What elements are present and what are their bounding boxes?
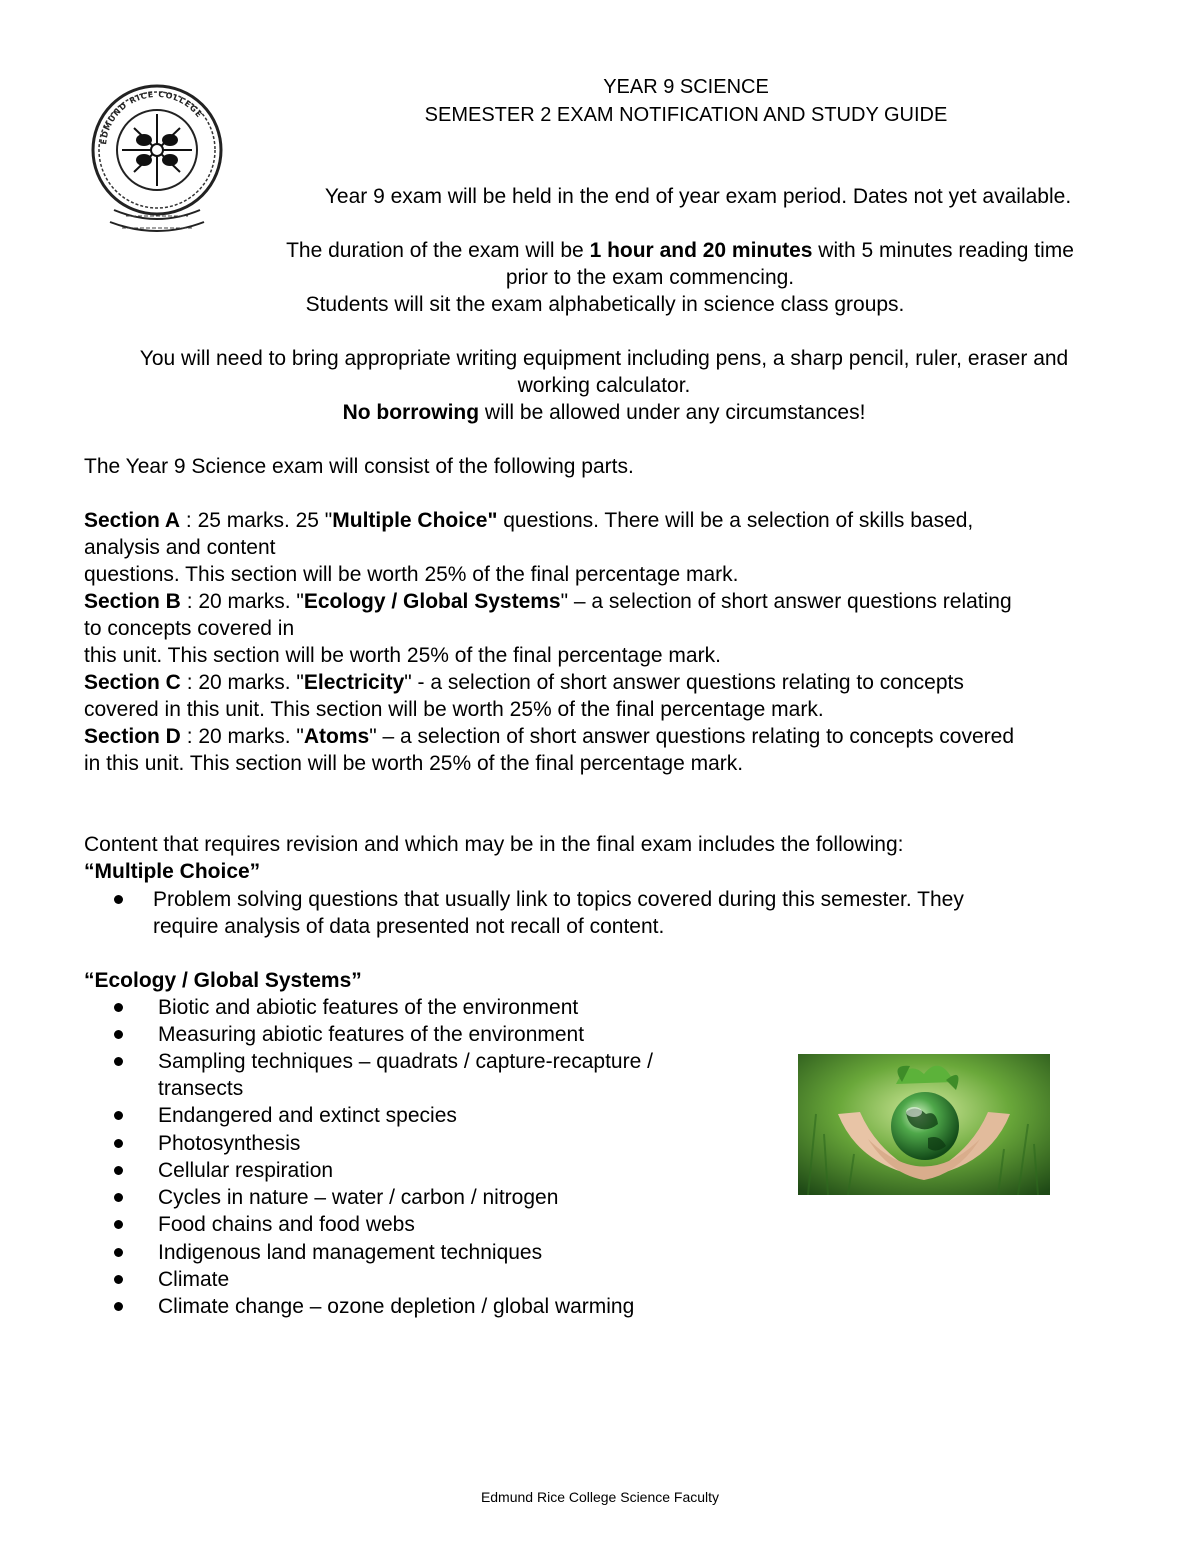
list-item: Measuring abiotic features of the environment	[158, 1023, 585, 1046]
section-a-line-3: questions. This section will be worth 25% of the final percentage mark.	[84, 563, 739, 586]
section-a-rest: questions. There will be a selection of skills based,	[497, 509, 974, 532]
section-b-name: Ecology / Global Systems	[303, 590, 561, 613]
duration-suffix: with 5 minutes reading time	[812, 239, 1074, 262]
section-b-marks: : 20 marks. "	[180, 590, 304, 613]
section-b-line-2: to concepts covered in	[84, 617, 295, 640]
section-d-label: Section D	[84, 725, 181, 748]
section-a-marks: : 25 marks. 25 "	[180, 509, 333, 532]
section-c-rest: " - a selection of short answer questions relating to concepts	[404, 671, 964, 694]
multiple-choice-item-line-1: Problem solving questions that usually link to topics covered during this semester. They	[153, 888, 964, 911]
section-c-marks: : 20 marks. "	[180, 671, 304, 694]
section-d-name: Atoms	[303, 725, 370, 748]
section-b-label: Section B	[84, 590, 181, 613]
equipment-line-1: You will need to bring appropriate writing equipment including pens, a sharp pencil, ruler, eraser and	[139, 347, 1069, 370]
list-item: Food chains and food webs	[158, 1213, 415, 1236]
title-line-2: SEMESTER 2 EXAM NOTIFICATION AND STUDY GUIDE	[424, 104, 948, 126]
list-item-continuation: transects	[158, 1077, 244, 1100]
content-intro: Content that requires revision and which may be in the final exam includes the following:	[84, 833, 904, 856]
section-d-line-1	[84, 723, 1124, 750]
title-line-1: YEAR 9 SCIENCE	[603, 76, 769, 98]
section-b-rest: " – a selection of short answer questions relating	[560, 590, 1012, 613]
duration-prefix: The duration of the exam will be	[286, 239, 590, 262]
list-item: Cycles in nature – water / carbon / nitrogen	[158, 1186, 559, 1209]
no-borrowing-bold: No borrowing	[342, 401, 480, 424]
section-c-line-2: covered in this unit. This section will be worth 25% of the final percentage mark.	[84, 698, 824, 721]
section-c-line-1	[84, 669, 1124, 696]
list-item: Climate change – ozone depletion / global warming	[158, 1295, 635, 1318]
structure-intro: The Year 9 Science exam will consist of the following parts.	[84, 455, 634, 478]
duration-line-1	[230, 237, 1130, 264]
no-borrowing-line	[84, 399, 1124, 426]
section-c-label: Section C	[84, 671, 181, 694]
list-item: Photosynthesis	[158, 1132, 301, 1155]
multiple-choice-heading: “Multiple Choice”	[84, 860, 261, 883]
section-a-line-2: analysis and content	[84, 536, 276, 559]
section-a-label: Section A	[84, 509, 181, 532]
section-a-line-1	[84, 507, 1124, 534]
section-d-marks: : 20 marks. "	[180, 725, 304, 748]
crest-text: EDMUND RICE COLLEGE	[99, 89, 205, 146]
section-b-line-3: this unit. This section will be worth 25% of the final percentage mark.	[84, 644, 721, 667]
ecology-heading: “Ecology / Global Systems”	[84, 969, 362, 992]
svg-text:EDMUND RICE COLLEGE	[99, 90, 204, 145]
college-crest-logo	[86, 78, 228, 240]
seating-text: Students will sit the exam alphabetically in science class groups.	[305, 293, 905, 316]
equipment-line-2: working calculator.	[517, 374, 691, 397]
exam-dates-text: Year 9 exam will be held in the end of year exam period. Dates not yet available.	[324, 185, 1072, 208]
list-item: Biotic and abiotic features of the environment	[158, 996, 579, 1019]
duration-bold: 1 hour and 20 minutes	[589, 239, 813, 262]
list-item: Indigenous land management techniques	[158, 1241, 543, 1264]
list-item: Climate	[158, 1268, 230, 1291]
list-item: Cellular respiration	[158, 1159, 334, 1182]
list-item: Sampling techniques – quadrats / capture-recapture /	[158, 1050, 653, 1073]
section-d-rest: " – a selection of short answer questions relating to concepts covered	[369, 725, 1015, 748]
hands-holding-globe-image	[798, 1054, 1050, 1195]
duration-line-2: prior to the exam commencing.	[505, 266, 795, 289]
list-item: Endangered and extinct species	[158, 1104, 457, 1127]
section-c-name: Electricity	[303, 671, 405, 694]
no-borrowing-rest: will be allowed under any circumstances!	[479, 401, 866, 424]
multiple-choice-item-line-2: require analysis of data presented not recall of content.	[153, 915, 665, 938]
section-d-line-2: in this unit. This section will be worth 25% of the final percentage mark.	[84, 752, 744, 775]
section-b-line-1	[84, 588, 1124, 615]
page-footer: Edmund Rice College Science Faculty	[480, 1489, 720, 1505]
section-a-name: Multiple Choice"	[332, 509, 498, 532]
